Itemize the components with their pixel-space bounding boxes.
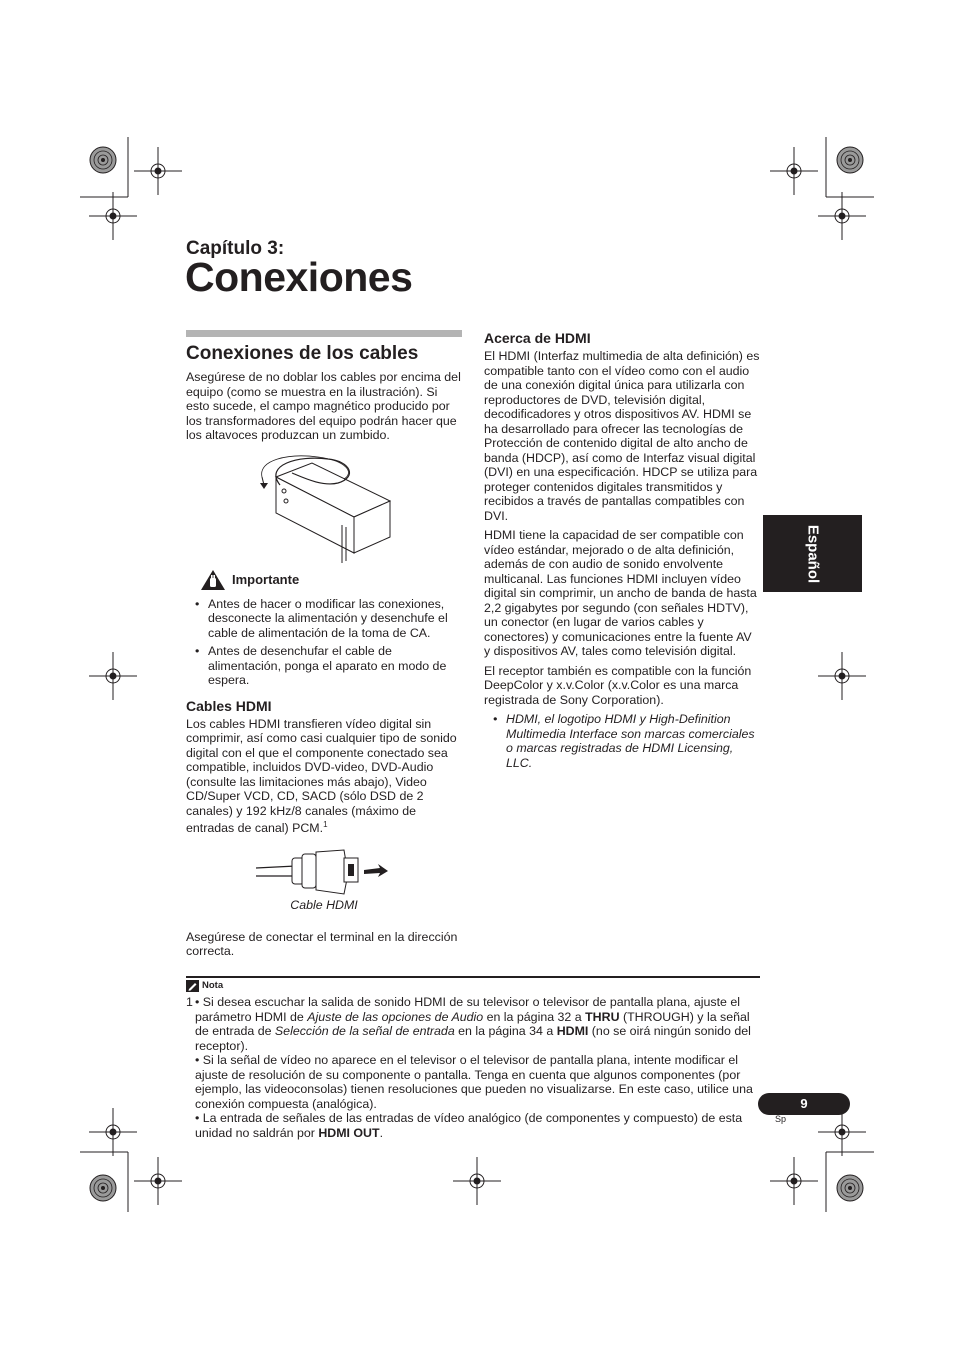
page-language-code: Sp	[775, 1114, 787, 1124]
section-title: Conexiones de los cables	[186, 343, 419, 364]
left-column	[186, 330, 462, 964]
acerca-hdmi-p2: HDMI tiene la capacidad de ser compatible con vídeo estándar, mejorado o de alta definición, además de con audio de sonido envolvente multicanal. Las funciones HDMI incluyen vídeo digital sin comprimir, un ancho de banda de hasta 2,2 gigabytes por segundo (con señales HDTV), un conector (en lugar de varios cables y conectores) y comunicaciones entre la fuente AV y dispositivos AV, tales como televisión digital.	[484, 528, 757, 658]
important-item: • Antes de hacer o modificar las conexiones, desconecte la alimentación y desenchufe el cable de alimentación de la toma de CA.	[186, 597, 462, 641]
important-item: • Antes de desenchufar el cable de alimentación, ponga el aparato en modo de espera.	[186, 644, 462, 688]
footnote-ref: 1	[323, 820, 328, 829]
note-header	[186, 980, 760, 992]
hdmi-cable-illustration	[256, 844, 392, 896]
note-pencil-icon	[186, 980, 199, 992]
direction-note: Asegúrese de conectar el terminal en la dirección correcta.	[186, 929, 458, 959]
page-number: 9	[800, 1096, 808, 1111]
note-rule	[186, 976, 760, 978]
section-intro: Asegúrese de no doblar los cables por encima del equipo (como se muestra en la ilustración). Si esto sucede, el campo magnético producido por los transformadores del equipo podrán hacer que los altavoces produzcan un zumbido.	[186, 370, 461, 442]
trademark-list	[484, 712, 760, 770]
page-number-badge	[758, 1093, 850, 1115]
note-line-2: • Si la señal de vídeo no aparece en el televisor o el televisor de pantalla plana, intente modificar el ajuste de resolución de su componente o pantalla. Tenga en cuenta que algunos componentes (por ejemplo, las videoconsolas) tienen resoluciones que pueden no visualizarse. En este caso, utilice una conexión compuesta (analógica).	[195, 1053, 753, 1111]
warning-hand-icon	[200, 569, 226, 591]
note-line-1: 1 • Si desea escuchar la salida de sonido HDMI de su televisor o televisor de pantalla plana, ajuste el parámetro HDMI de Ajuste de las opciones de Audio en la página 32 a THRU (THROUGH) y la señal de entrada de Selección de la señal de entrada en la página 34 a HDMI (no se oirá ningún sonido del receptor).	[186, 995, 751, 1053]
section-rule	[186, 330, 462, 337]
note-line-3: • La entrada de señales de las entradas de vídeo analógico (de componentes y compuesto) de esta unidad no saldrán por HDMI OUT.	[195, 1111, 743, 1140]
right-column	[484, 320, 760, 774]
cables-hdmi-heading: Cables HDMI	[186, 697, 272, 714]
acerca-hdmi-heading: Acerca de HDMI	[484, 330, 591, 346]
figure-caption: Cable HDMI	[290, 897, 358, 912]
important-list	[186, 597, 462, 688]
note-block	[186, 980, 760, 1140]
note-label: Nota	[202, 980, 224, 992]
cables-hdmi-body: Los cables HDMI transfieren vídeo digital sin comprimir, así como casi cualquier tipo de sonido digital con el que el componente conectado sea compatible, incluidos DVD-video, DVD-Audio (consulte las limitaciones más abajo), Video CD/Super VCD, CD, SACD (sólo DSD de 2 canales) y 192 kHz/8 canales (máximo de entradas de canal) PCM.$^1$	[186, 716, 457, 836]
cable-routing-illustration	[258, 455, 394, 565]
note-number: 1	[186, 995, 193, 1009]
language-tab	[763, 515, 862, 592]
important-header	[200, 569, 462, 591]
acerca-hdmi-p1: El HDMI (Interfaz multimedia de alta definición) es compatible tanto con el vídeo como con el audio de una conexión digital única para utilizarla con reproductores de DVD, televisión digital, decodificadores y otros dispositivos AV. HDMI se ha desarrollado para ofrecer las tecnologías de Protección de contenido digital de alto ancho de banda (HDCP), así como de Interfaz visual digital (DVI) en una especificación. HDCP se utiliza para proteger contenidos digitales transmitidos y recibidos a través de pantallas compatibles con DVI.	[484, 349, 760, 523]
acerca-hdmi-p3: El receptor también es compatible con la función DeepColor y x.v.Color (x.v.Color es una marca registrada de Sony Corporation).	[484, 663, 752, 707]
chapter-label: Capítulo 3:	[186, 238, 285, 259]
important-label: Importante	[232, 572, 300, 587]
page-title: Conexiones	[185, 254, 413, 300]
trademark-item: • HDMI, el logotipo HDMI y High-Definition Multimedia Interface son marcas comerciales o marcas registradas de HDMI Licensing, LLC.	[484, 712, 760, 770]
language-tab-label: Español	[804, 524, 821, 583]
